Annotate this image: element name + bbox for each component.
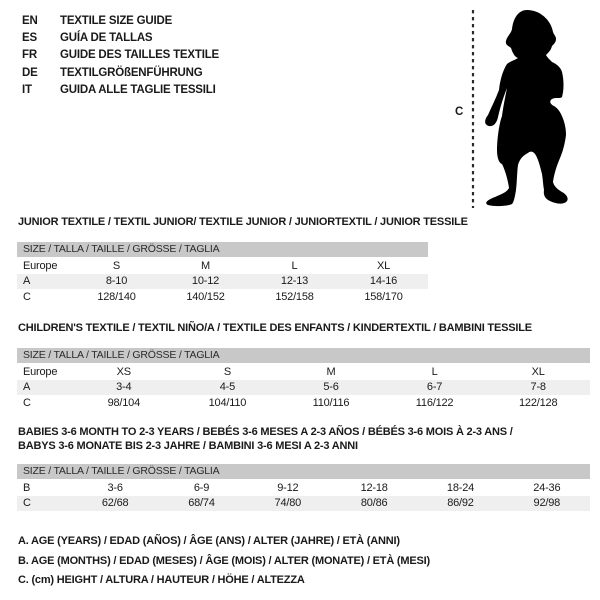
size-cell: 6-7 bbox=[426, 381, 443, 394]
junior-table bbox=[17, 242, 428, 305]
size-cell: 98/104 bbox=[107, 396, 141, 409]
babies-size-table bbox=[17, 480, 590, 511]
table-row bbox=[17, 496, 590, 512]
baby-silhouette-icon bbox=[480, 0, 593, 215]
language-title: GUÍA DE TALLAS bbox=[60, 32, 153, 45]
size-cell: 4-5 bbox=[219, 381, 236, 394]
size-cell: 12-18 bbox=[360, 481, 388, 494]
size-cell: M bbox=[201, 259, 210, 272]
language-row-it bbox=[22, 82, 219, 99]
size-cell: 92/98 bbox=[533, 497, 561, 510]
children-table bbox=[17, 348, 590, 411]
size-cell: 12-13 bbox=[280, 275, 309, 288]
size-cell: 8-10 bbox=[105, 275, 128, 288]
height-measure-label: C bbox=[455, 106, 464, 118]
table-row bbox=[17, 480, 590, 496]
table-row bbox=[17, 274, 428, 290]
size-cell: 158/170 bbox=[364, 290, 403, 303]
row-label: Europe bbox=[23, 259, 58, 272]
language-code: ES bbox=[22, 32, 37, 45]
size-cell: 122/128 bbox=[519, 396, 558, 409]
language-list bbox=[22, 12, 219, 99]
size-cell: 110/116 bbox=[312, 396, 350, 409]
table-title-line: JUNIOR TEXTILE / TEXTIL JUNIOR/ TEXTILE JUNIOR / JUNIORTEXTIL / JUNIOR TESSILE bbox=[18, 216, 468, 228]
size-cell: 128/140 bbox=[97, 290, 136, 303]
language-title: TEXTILGRÖßENFÜHRUNG bbox=[60, 66, 203, 79]
language-row-de bbox=[22, 64, 219, 81]
size-cell: 18-24 bbox=[446, 481, 475, 494]
size-cell: XL bbox=[531, 365, 545, 378]
children-table-title bbox=[18, 322, 532, 336]
size-cell: 86/92 bbox=[447, 497, 474, 510]
footnote-legend bbox=[18, 532, 430, 591]
size-cell: XL bbox=[376, 259, 391, 272]
size-header-bar: SIZE / TALLA / TAILLE / GRÖSSE / TAGLIA bbox=[17, 242, 428, 257]
language-code: IT bbox=[22, 84, 32, 97]
table-row bbox=[17, 258, 428, 274]
footnote-c: C. (cm) HEIGHT / ALTURA / HAUTEUR / HÖHE / ALTEZZA bbox=[18, 574, 305, 586]
size-cell: 3-6 bbox=[107, 481, 123, 494]
language-code: EN bbox=[22, 14, 38, 27]
junior-table-title bbox=[18, 216, 468, 230]
size-cell: 152/158 bbox=[275, 290, 314, 303]
size-cell: 9-12 bbox=[277, 481, 299, 494]
language-code: DE bbox=[22, 66, 38, 79]
table-title-line: BABIES 3-6 MONTH TO 2-3 YEARS / BEBÉS 3-6 MESES A 2-3 AÑOS / BÉBÉS 3-6 MOIS À 2-3 ANS / bbox=[18, 426, 513, 438]
size-cell: 5-6 bbox=[323, 381, 339, 394]
height-measure-dashed-line bbox=[471, 9, 475, 209]
footnote-b: B. AGE (MONTHS) / EDAD (MESES) / ÂGE (MOIS) / ALTER (MONATE) / ETÀ (MESI) bbox=[18, 554, 430, 567]
size-cell: 74/80 bbox=[274, 497, 302, 510]
children-size-table bbox=[17, 364, 590, 411]
language-title: TEXTILE SIZE GUIDE bbox=[60, 14, 173, 27]
table-row bbox=[17, 289, 428, 305]
language-code: FR bbox=[22, 49, 37, 62]
row-label: Europe bbox=[23, 365, 58, 378]
babies-table-title bbox=[18, 426, 513, 453]
size-cell: 6-9 bbox=[193, 481, 210, 494]
table-title-line: BABYS 3-6 MONATE BIS 2-3 JAHRE / BAMBINI 3-6 MESI A 2-3 ANNI bbox=[18, 439, 358, 452]
size-header-bar: SIZE / TALLA / TAILLE / GRÖSSE / TAGLIA bbox=[17, 464, 590, 479]
table-row bbox=[17, 380, 590, 396]
size-header-bar: SIZE / TALLA / TAILLE / GRÖSSE / TAGLIA bbox=[17, 348, 590, 363]
size-cell: 3-4 bbox=[116, 381, 132, 394]
table-row bbox=[17, 364, 590, 380]
size-cell: 80/86 bbox=[360, 497, 388, 510]
footnote-a: A. AGE (YEARS) / EDAD (AÑOS) / ÂGE (ANS) / ALTER (JAHRE) / ETÀ (ANNI) bbox=[18, 535, 400, 547]
row-label: A bbox=[23, 275, 31, 288]
language-row-en bbox=[22, 12, 219, 29]
size-cell: 68/74 bbox=[188, 497, 215, 510]
size-cell: S bbox=[223, 365, 231, 378]
size-cell: 7-8 bbox=[530, 381, 546, 394]
size-cell: S bbox=[112, 259, 121, 272]
language-row-es bbox=[22, 29, 219, 46]
table-title-line: CHILDREN'S TEXTILE / TEXTIL NIÑO/A / TEXTILE DES ENFANTS / KINDERTEXTIL / BAMBINI TESSILE bbox=[18, 322, 532, 334]
language-title: GUIDA ALLE TAGLIE TESSILI bbox=[60, 84, 216, 97]
size-cell: M bbox=[326, 365, 336, 378]
row-label: A bbox=[23, 381, 31, 394]
table-row bbox=[17, 395, 590, 411]
row-label: C bbox=[23, 290, 31, 303]
size-cell: 10-12 bbox=[191, 275, 220, 288]
size-cell: 140/152 bbox=[186, 290, 225, 303]
size-cell: 104/110 bbox=[208, 396, 247, 409]
row-label: C bbox=[23, 396, 31, 409]
size-cell: XS bbox=[116, 365, 131, 378]
language-title: GUIDE DES TAILLES TEXTILE bbox=[60, 49, 219, 62]
row-label: B bbox=[23, 481, 31, 494]
size-cell: 62/68 bbox=[101, 497, 129, 510]
size-cell: 116/122 bbox=[415, 396, 454, 409]
size-cell: L bbox=[291, 259, 298, 272]
size-cell: L bbox=[431, 365, 438, 378]
junior-size-table bbox=[17, 258, 428, 305]
size-cell: 24-36 bbox=[533, 481, 561, 494]
size-cell: 14-16 bbox=[369, 275, 398, 288]
babies-table bbox=[17, 464, 590, 511]
row-label: C bbox=[23, 497, 31, 510]
language-row-fr bbox=[22, 47, 219, 64]
